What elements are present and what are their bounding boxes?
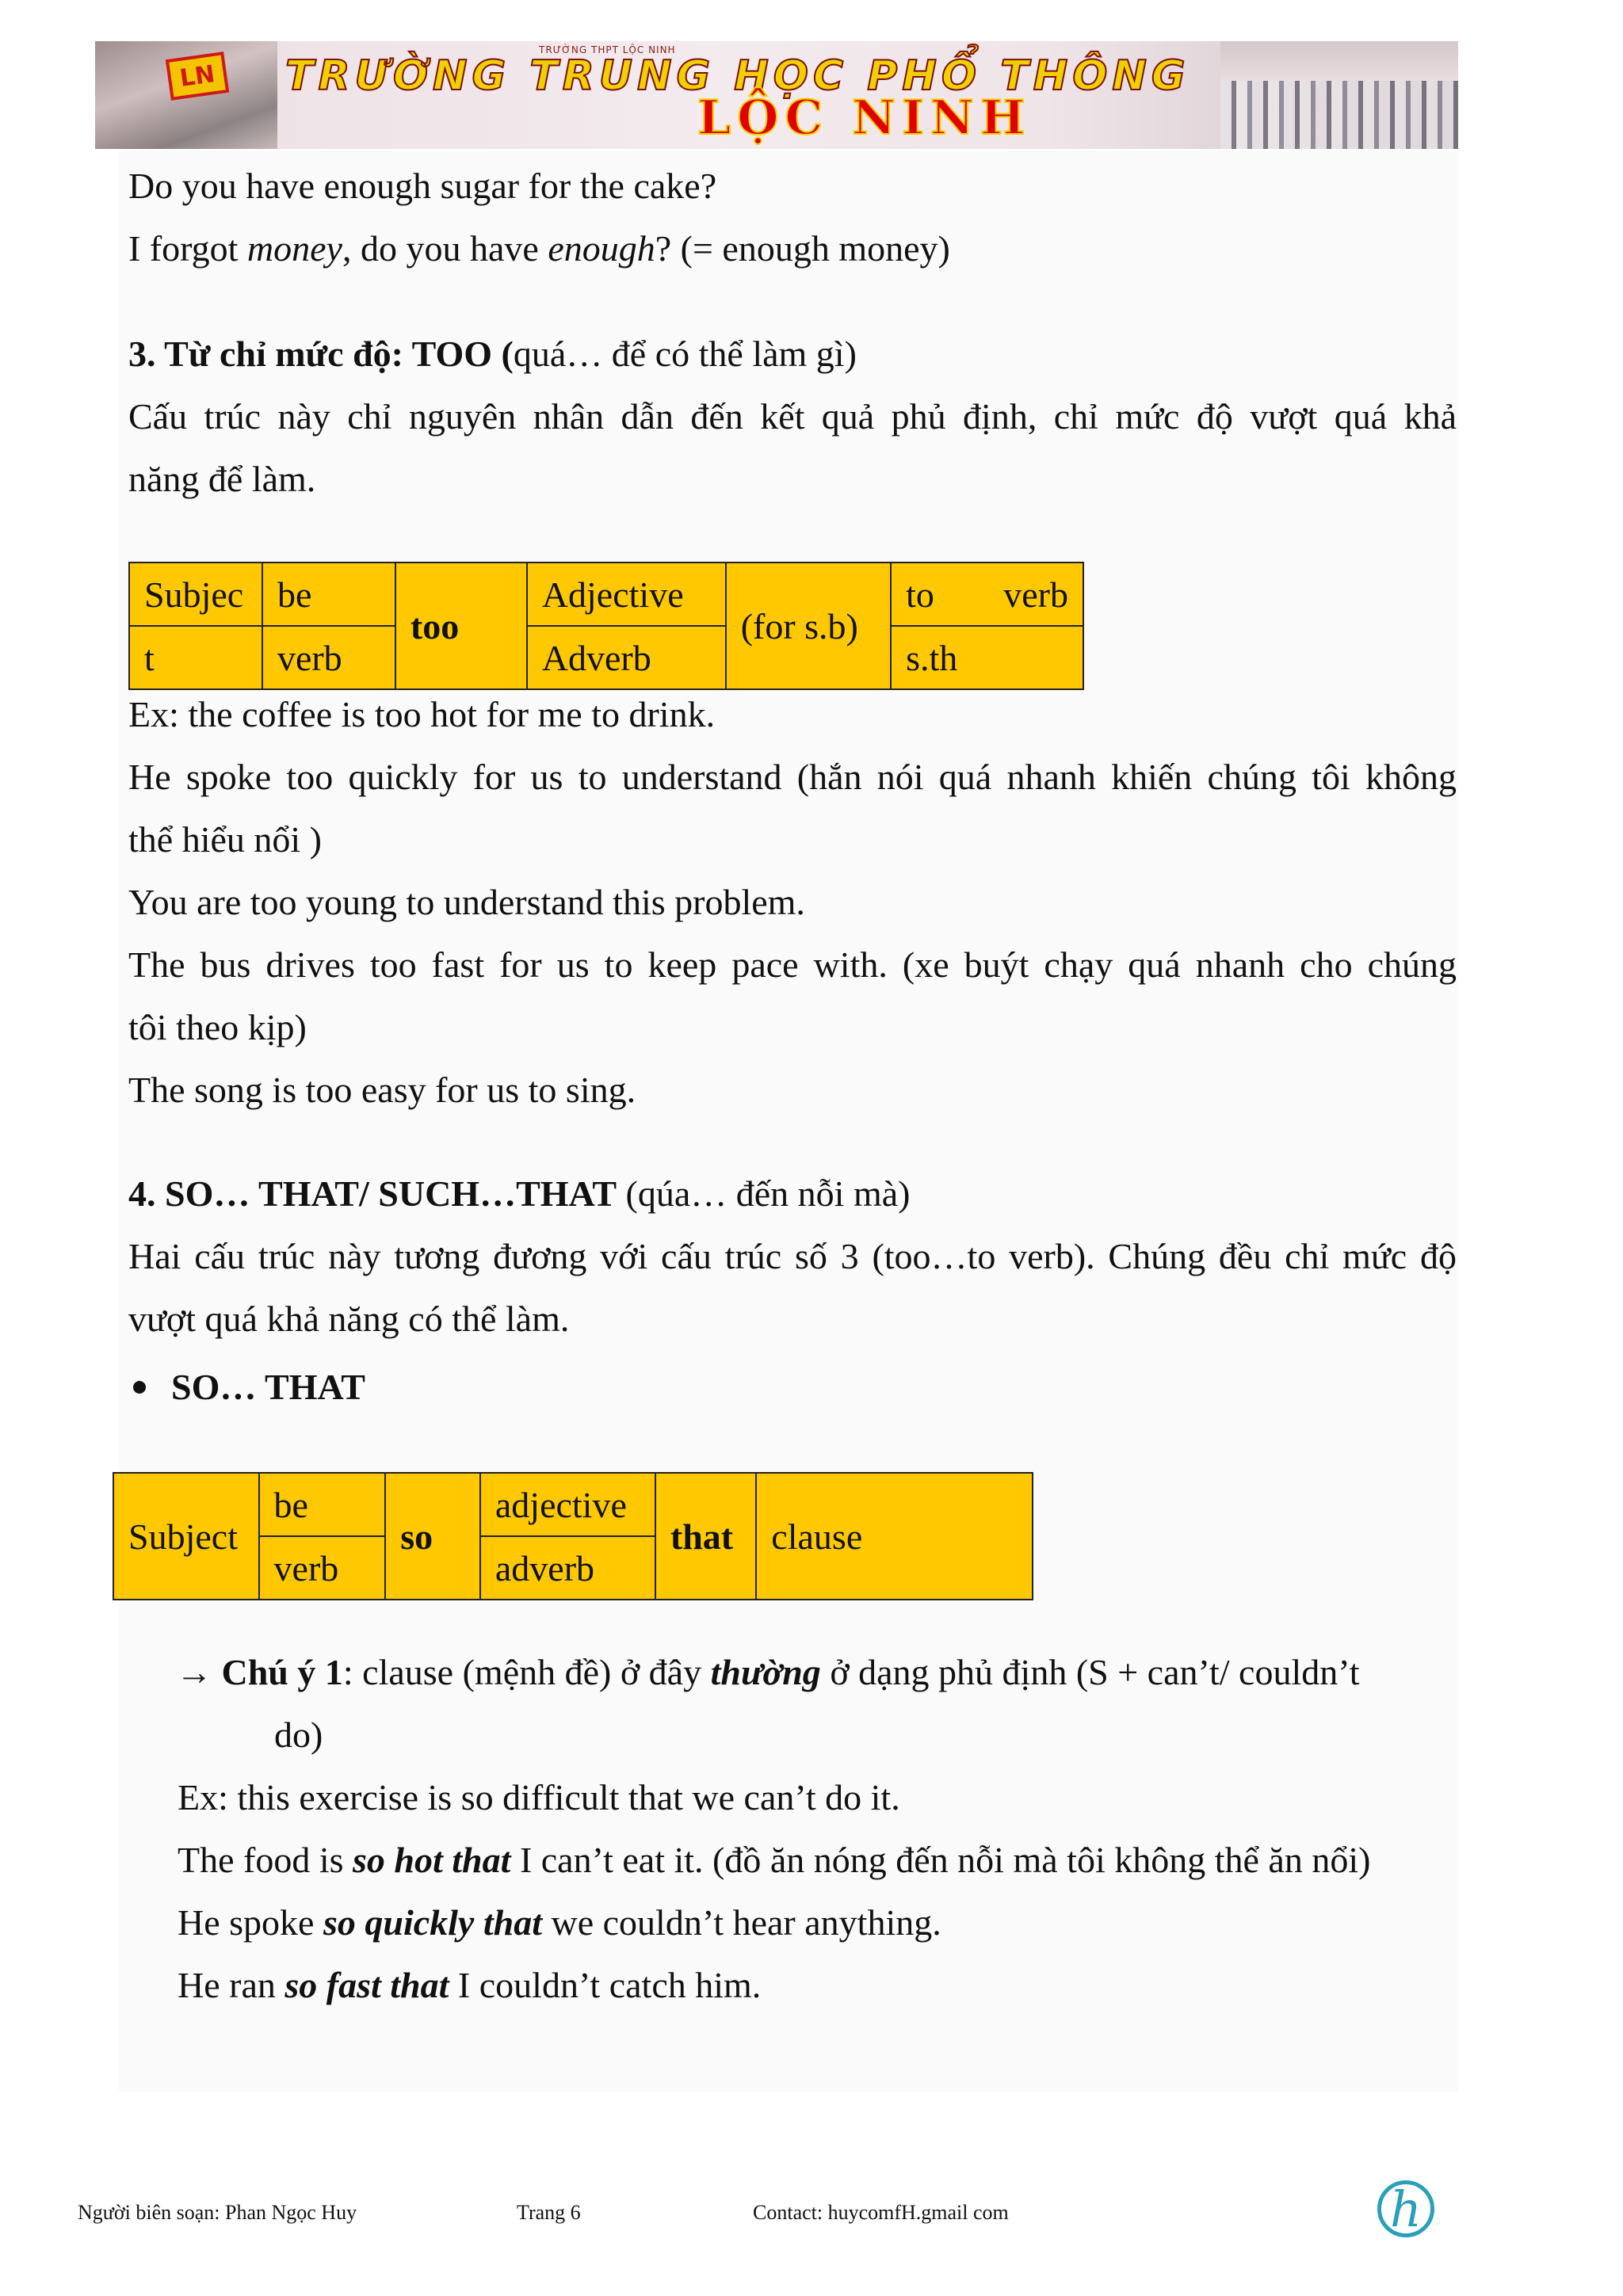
note-label: Chú ý 1	[221, 1652, 343, 1692]
cell-subject-top: Subjec	[129, 563, 262, 626]
section-4-description-line2: vượt quá khả năng có thể làm.	[128, 1299, 570, 1339]
text-run: I couldn’t catch him.	[449, 1965, 762, 2005]
text-run: ở dạng phủ định (S + can’t/ couldn’t	[820, 1652, 1360, 1692]
text-run-bold-italic: so quickly that	[323, 1902, 542, 1943]
cell-adjective: adjective	[480, 1473, 655, 1536]
section-3-heading	[128, 331, 857, 377]
cell-verb: verb	[259, 1536, 386, 1600]
section-3-example-4-cont: tôi theo kịp)	[128, 1007, 307, 1047]
section-3-example-2-cont: thể hiểu nổi )	[128, 819, 322, 860]
footer-author: Người biên soạn: Phan Ngọc Huy	[78, 2201, 357, 2224]
text-run-bold-italic: thường	[710, 1652, 821, 1692]
section-3-example-1: Ex: the coffee is too hot for me to drink.	[128, 694, 716, 734]
logo-text: LN	[178, 59, 217, 93]
cell-subject-bottom: t	[129, 626, 262, 689]
heading-bold: 3. Từ chỉ mức độ: TOO (	[128, 334, 514, 374]
heading-bold: 4. SO… THAT/ SUCH…THAT	[128, 1173, 617, 1214]
cell-verb: verb	[262, 626, 395, 689]
heading-normal: (qúa… đến nỗi mà)	[617, 1173, 911, 1214]
intro-line-2	[128, 226, 950, 272]
so-that-bullet	[128, 1364, 365, 1410]
banner-title-line2: LỘC NINH	[697, 90, 1032, 146]
cell-be: be	[262, 563, 395, 626]
section-3-example-2: He spoke too quickly for us to understand (hắn nói quá nhanh khiến chúng tôi không	[128, 757, 1457, 797]
note-1-line2: do)	[274, 1714, 323, 1755]
cell-adverb: adverb	[480, 1536, 655, 1600]
cell-that: that	[655, 1473, 756, 1600]
section-4-example-1: Ex: this exercise is so difficult that we can’t do it.	[178, 1777, 900, 1817]
text-run: I can’t eat it. (đồ ăn nóng đến nỗi mà tôi không thể ăn nổi)	[510, 1840, 1371, 1880]
cell-adjective: Adjective	[527, 563, 726, 626]
text-run: , do you have	[342, 228, 548, 269]
text-run-italic: money	[246, 228, 342, 269]
text-run-italic: enough	[548, 228, 655, 269]
section-3-example-5: The song is too easy for us to sing.	[128, 1070, 636, 1110]
section-3-example-4: The bus drives too fast for us to keep pace with. (xe buýt chạy quá nhanh cho chúng	[128, 944, 1457, 985]
section-4-example-2	[178, 1837, 1370, 1883]
bullet-text: SO… THAT	[171, 1367, 365, 1407]
bullet-icon	[133, 1381, 146, 1394]
text-run-bold-italic: so fast that	[285, 1965, 449, 2005]
footer-contact: Contact: huycomfH.gmail com	[753, 2201, 1009, 2224]
cell-so: so	[385, 1473, 480, 1600]
banner-small-caption: TRƯỜNG THPT LỘC NINH	[539, 44, 676, 55]
text-run: ? (= enough money)	[655, 228, 950, 269]
section-4-example-4	[178, 1962, 761, 2008]
cell-adverb: Adverb	[527, 626, 726, 689]
publisher-logo-icon	[1377, 2180, 1434, 2237]
note-1-line1	[176, 1650, 1360, 1695]
intro-line-1: Do you have enough sugar for the cake?	[128, 166, 717, 206]
cell-to-verb	[891, 563, 1083, 626]
text-run: : clause (mệnh đề) ở đây	[342, 1652, 711, 1692]
banner-title-line1: TRƯỜNG TRUNG HỌC PHỔ THÔNG	[285, 52, 1190, 100]
section-3-example-3: You are too young to understand this problem.	[128, 882, 805, 922]
section-3-description-line1: Cấu trúc này chỉ nguyên nhân dẫn đến kết quả phủ định, chỉ mức độ vượt quá khả	[128, 396, 1457, 437]
section-4-heading	[128, 1171, 910, 1217]
section-4-example-3	[178, 1900, 941, 1946]
cell-for-sb: (for s.b)	[726, 563, 891, 689]
footer-page-number: Trang 6	[517, 2201, 581, 2224]
section-4-description-line1: Hai cấu trúc này tương đương với cấu trúc số 3 (too…to verb). Chúng đều chỉ mức độ	[128, 1236, 1457, 1276]
text-run: I forgot	[128, 228, 247, 269]
school-logo-icon	[166, 51, 230, 101]
text-run: He spoke	[178, 1902, 323, 1943]
cell-sth: s.th	[891, 626, 1083, 689]
text-run: we couldn’t hear anything.	[542, 1902, 941, 1943]
heading-normal: quá… để có thể làm gì)	[513, 334, 857, 374]
logo-letter: h	[1390, 2180, 1422, 2238]
text-run: The food is	[178, 1840, 353, 1880]
too-structure-table	[128, 562, 1084, 690]
text-run: He ran	[178, 1965, 285, 2005]
cell-clause: clause	[756, 1473, 1033, 1600]
section-3-description-line2: năng để làm.	[128, 459, 316, 499]
text-run-bold-italic: so hot that	[353, 1840, 511, 1880]
cell-too: too	[395, 563, 527, 689]
school-banner	[95, 41, 1458, 149]
so-that-structure-table	[113, 1472, 1033, 1600]
text-to: to	[906, 574, 934, 615]
arrow-icon: →	[176, 1652, 212, 1692]
text-verb: verb	[1003, 574, 1068, 615]
cell-subject: Subject	[113, 1473, 259, 1600]
cell-be: be	[259, 1473, 386, 1536]
